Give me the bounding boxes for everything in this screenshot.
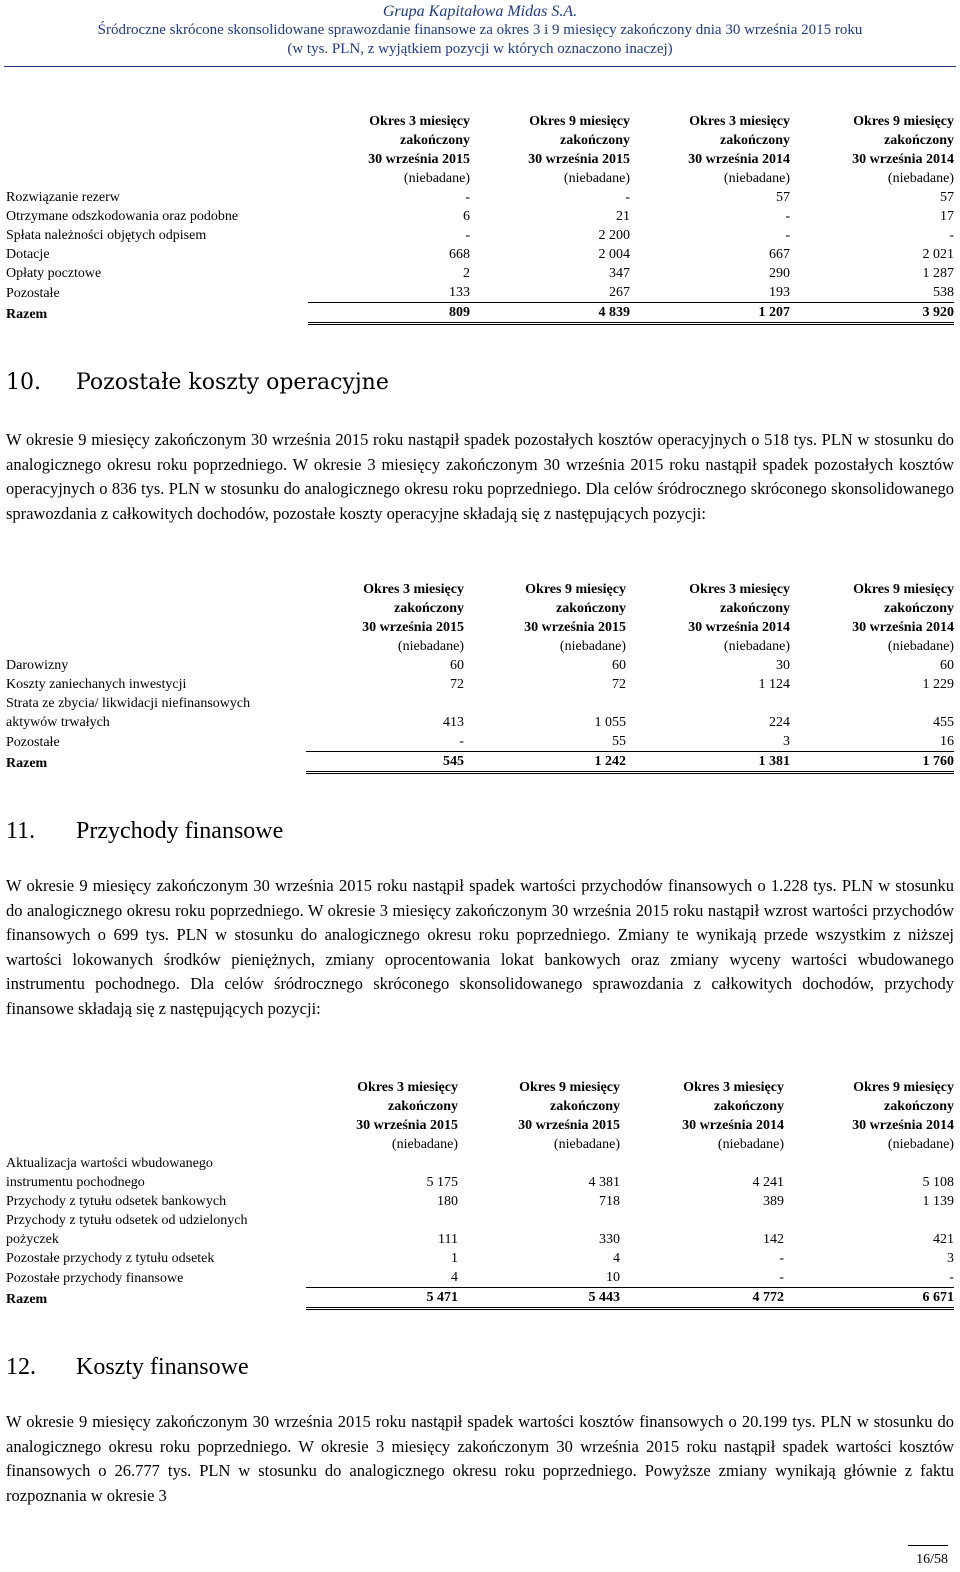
period-status: zakończony xyxy=(720,601,790,616)
audit-note: (niebadane) xyxy=(563,171,630,186)
report-title: Śródroczne skrócone skonsolidowane sprawozdanie finansowe za okres 3 i 9 miesięcy zakończony dnia 30 września 2015 roku xyxy=(97,22,863,38)
period-date: 30 września 2014 xyxy=(682,1118,784,1133)
cell-value: - xyxy=(785,228,790,243)
total-value: 6 671 xyxy=(784,1288,954,1309)
column-header xyxy=(306,1078,458,1154)
cell-value: 455 xyxy=(933,715,954,730)
period-date: 30 września 2015 xyxy=(362,620,464,635)
audit-note: (niebadane) xyxy=(397,639,464,654)
total-value: 5 471 xyxy=(306,1288,458,1309)
section-10-text: W okresie 9 miesięcy zakończonym 30 września 2015 roku nastąpił spadek pozostałych kosztów operacyjnych o 518 tys. PLN w stosunku do analogicznego okresu roku poprzedniego. W okresie 3 miesięcy zakończonym 30 września 2015 roku nastąpił spadek pozostałych kosztów operacyjnych o 836 tys. PLN w stosunku do analogicznego okresu roku poprzedniego. Dla celów śródrocznego skróconego skonsolidowanego sprawozdania z całkowitych dochodów, pozostałe koszty operacyjne składają się z następujących pozycji: xyxy=(6,430,954,523)
cell-value: 10 xyxy=(458,1268,620,1288)
section-12-heading xyxy=(6,1352,249,1382)
cell-value: 5 108 xyxy=(922,1175,954,1190)
cell-value: 267 xyxy=(470,283,630,303)
table-row xyxy=(6,713,954,732)
row-label: Pozostałe xyxy=(6,285,60,301)
period-label: Okres 9 miesięcy xyxy=(853,114,954,129)
column-header xyxy=(308,112,470,188)
period-label: Okres 3 miesięcy xyxy=(689,114,790,129)
section-number: 11. xyxy=(6,818,36,844)
other-costs-table xyxy=(6,580,954,774)
audit-note: (niebadane) xyxy=(717,1137,784,1152)
cell-value: - xyxy=(949,228,954,243)
period-date: 30 września 2014 xyxy=(852,1118,954,1133)
row-label: Spłata należności objętych odpisem xyxy=(6,228,207,243)
cell-value: - xyxy=(785,209,790,224)
cell-value: 5 175 xyxy=(426,1175,458,1190)
row-label-header xyxy=(6,580,306,656)
cell-value: - xyxy=(306,732,464,752)
period-date: 30 września 2014 xyxy=(688,620,790,635)
row-label: Rozwiązanie rezerw xyxy=(6,190,120,205)
table-row xyxy=(6,1173,954,1192)
cell-value: 330 xyxy=(599,1232,620,1247)
page-number: 16/58 xyxy=(916,1552,948,1567)
audit-note: (niebadane) xyxy=(553,1137,620,1152)
cell-value xyxy=(784,1154,954,1173)
cell-value xyxy=(306,694,464,713)
row-label: Otrzymane odszkodowania oraz podobne xyxy=(6,209,239,224)
table-row xyxy=(6,207,954,226)
row-label: Pozostałe przychody z tytułu odsetek xyxy=(6,1251,215,1266)
cell-value: 2 004 xyxy=(598,247,630,262)
section-number: 12. xyxy=(6,1354,36,1380)
cell-value: 21 xyxy=(616,209,630,224)
period-status: zakończony xyxy=(394,601,464,616)
cell-value: 4 xyxy=(306,1268,458,1288)
column-header xyxy=(306,580,464,656)
row-label: Pozostałe xyxy=(6,734,60,750)
cell-value: 1 287 xyxy=(922,266,954,281)
column-header xyxy=(784,1078,954,1154)
cell-value: 347 xyxy=(609,266,630,281)
table-row xyxy=(6,675,954,694)
section-title: Koszty finansowe xyxy=(76,1354,249,1380)
total-value: 5 443 xyxy=(458,1288,620,1309)
cell-value: 668 xyxy=(449,247,470,262)
section-10-heading xyxy=(6,368,389,398)
cell-value: 60 xyxy=(940,658,954,673)
audit-note: (niebadane) xyxy=(391,1137,458,1152)
cell-value xyxy=(626,694,790,713)
cell-value xyxy=(464,694,626,713)
cell-value xyxy=(306,1154,458,1173)
table-other-income xyxy=(6,112,954,325)
period-status: zakończony xyxy=(884,1099,954,1114)
table-row xyxy=(6,656,954,675)
page-header xyxy=(0,0,960,59)
cell-value: 2 xyxy=(463,266,470,281)
cell-value: 389 xyxy=(763,1194,784,1209)
period-label: Okres 3 miesięcy xyxy=(357,1080,458,1095)
section-title: Przychody finansowe xyxy=(76,818,284,844)
cell-value: 57 xyxy=(776,190,790,205)
row-label: Aktualizacja wartości wbudowanego xyxy=(6,1156,213,1171)
table-row xyxy=(6,1230,954,1249)
table-row xyxy=(6,245,954,264)
table-row xyxy=(6,1211,954,1230)
period-date: 30 września 2015 xyxy=(524,620,626,635)
cell-value: 2 021 xyxy=(922,247,954,262)
cell-value: 1 124 xyxy=(758,677,790,692)
financial-income-table xyxy=(6,1078,954,1310)
row-label-header xyxy=(6,1078,306,1154)
column-header xyxy=(458,1078,620,1154)
cell-value: 1 139 xyxy=(922,1194,954,1209)
row-label: Przychody z tytułu odsetek od udzielonych xyxy=(6,1213,248,1228)
total-label: Razem xyxy=(6,755,48,771)
cell-value: 413 xyxy=(443,715,464,730)
table-header-row xyxy=(6,1078,954,1154)
total-value: 1 381 xyxy=(626,752,790,773)
total-value: 1 242 xyxy=(464,752,626,773)
cell-value: 72 xyxy=(612,677,626,692)
period-date: 30 września 2015 xyxy=(528,152,630,167)
period-label: Okres 3 miesięcy xyxy=(689,582,790,597)
row-label: pożyczek xyxy=(6,1232,59,1247)
cell-value: 30 xyxy=(776,658,790,673)
cell-value: - xyxy=(465,228,470,243)
period-date: 30 września 2014 xyxy=(852,152,954,167)
period-label: Okres 3 miesięcy xyxy=(369,114,470,129)
table-financial-income xyxy=(6,1078,954,1310)
period-status: zakończony xyxy=(884,601,954,616)
cell-value: 60 xyxy=(612,658,626,673)
row-label: Dotacje xyxy=(6,247,50,262)
period-status: zakończony xyxy=(556,601,626,616)
column-header xyxy=(630,112,790,188)
period-status: zakończony xyxy=(714,1099,784,1114)
period-status: zakończony xyxy=(884,133,954,148)
cell-value: 193 xyxy=(630,283,790,303)
column-header xyxy=(620,1078,784,1154)
table-row xyxy=(6,283,954,303)
period-label: Okres 9 miesięcy xyxy=(853,582,954,597)
total-value: 809 xyxy=(308,303,470,324)
units-note: (w tys. PLN, z wyjątkiem pozycji w których oznaczono inaczej) xyxy=(287,41,673,57)
period-label: Okres 9 miesięcy xyxy=(853,1080,954,1095)
total-value: 3 920 xyxy=(790,303,954,324)
column-header xyxy=(790,112,954,188)
cell-value: 72 xyxy=(450,677,464,692)
cell-value xyxy=(458,1211,620,1230)
table-row xyxy=(6,188,954,207)
cell-value: 4 381 xyxy=(588,1175,620,1190)
cell-value: 1 229 xyxy=(922,677,954,692)
period-date: 30 września 2015 xyxy=(356,1118,458,1133)
period-status: zakończony xyxy=(550,1099,620,1114)
cell-value: 538 xyxy=(790,283,954,303)
row-label: instrumentu pochodnego xyxy=(6,1175,145,1190)
column-header xyxy=(470,112,630,188)
section-12-text: W okresie 9 miesięcy zakończonym 30 września 2015 roku nastąpił spadek wartości kosztów finansowych o 20.199 tys. PLN w stosunku do analogicznego okresu roku poprzedniego. W okresie 3 miesięcy zakończonym 30 września 2015 roku nastąpił spadek wartości kosztów finansowych o 26.777 tys. PLN w stosunku do analogicznego okresu roku poprzedniego. Powyższe zmiany wynikają głównie z faktu rozpoznania w okresie 3 xyxy=(6,1412,954,1505)
audit-note: (niebadane) xyxy=(403,171,470,186)
cell-value: - xyxy=(620,1268,784,1288)
cell-value: 60 xyxy=(450,658,464,673)
cell-value: 6 xyxy=(463,209,470,224)
cell-value: - xyxy=(784,1268,954,1288)
table-other-costs xyxy=(6,580,954,774)
table-row xyxy=(6,694,954,713)
cell-value xyxy=(790,694,954,713)
table-row xyxy=(6,732,954,752)
period-status: zakończony xyxy=(720,133,790,148)
other-income-table xyxy=(6,112,954,325)
total-value: 1 207 xyxy=(630,303,790,324)
row-label: Strata ze zbycia/ likwidacji niefinansowych xyxy=(6,696,251,711)
period-status: zakończony xyxy=(560,133,630,148)
cell-value: 1 055 xyxy=(594,715,626,730)
header-rule xyxy=(4,66,956,67)
cell-value: 3 xyxy=(626,732,790,752)
cell-value: 4 xyxy=(613,1251,620,1266)
total-value: 4 772 xyxy=(620,1288,784,1309)
cell-value: - xyxy=(465,190,470,205)
table-header-row xyxy=(6,112,954,188)
cell-value xyxy=(784,1211,954,1230)
total-row xyxy=(6,752,954,773)
page-number-rule xyxy=(908,1545,948,1546)
audit-note: (niebadane) xyxy=(887,1137,954,1152)
cell-value: 17 xyxy=(940,209,954,224)
cell-value xyxy=(458,1154,620,1173)
cell-value: 718 xyxy=(599,1194,620,1209)
table-row xyxy=(6,1192,954,1211)
cell-value: 16 xyxy=(790,732,954,752)
total-row xyxy=(6,1288,954,1309)
period-status: zakończony xyxy=(388,1099,458,1114)
table-row xyxy=(6,1154,954,1173)
total-row xyxy=(6,303,954,324)
cell-value: 57 xyxy=(940,190,954,205)
row-label: Darowizny xyxy=(6,658,69,673)
audit-note: (niebadane) xyxy=(723,639,790,654)
cell-value: 133 xyxy=(308,283,470,303)
period-date: 30 września 2014 xyxy=(852,620,954,635)
audit-note: (niebadane) xyxy=(723,171,790,186)
cell-value: 3 xyxy=(947,1251,954,1266)
section-number: 10. xyxy=(6,370,41,395)
row-label: Koszty zaniechanych inwestycji xyxy=(6,677,187,692)
cell-value: 142 xyxy=(763,1232,784,1247)
row-label: Przychody z tytułu odsetek bankowych xyxy=(6,1194,227,1209)
cell-value: 180 xyxy=(437,1194,458,1209)
cell-value: 111 xyxy=(438,1232,458,1247)
cell-value: 224 xyxy=(769,715,790,730)
total-value: 1 760 xyxy=(790,752,954,773)
table-header-row xyxy=(6,580,954,656)
period-status: zakończony xyxy=(400,133,470,148)
table-row xyxy=(6,1268,954,1288)
column-header xyxy=(790,580,954,656)
cell-value: 2 200 xyxy=(598,228,630,243)
cell-value xyxy=(306,1211,458,1230)
period-date: 30 września 2014 xyxy=(688,152,790,167)
period-date: 30 września 2015 xyxy=(518,1118,620,1133)
period-label: Okres 9 miesięcy xyxy=(525,582,626,597)
period-date: 30 września 2015 xyxy=(368,152,470,167)
total-value: 545 xyxy=(306,752,464,773)
cell-value: 667 xyxy=(769,247,790,262)
table-row xyxy=(6,264,954,283)
period-label: Okres 9 miesięcy xyxy=(529,114,630,129)
row-label: Pozostałe przychody finansowe xyxy=(6,1270,184,1286)
total-value: 4 839 xyxy=(470,303,630,324)
cell-value: 421 xyxy=(933,1232,954,1247)
section-11-text: W okresie 9 miesięcy zakończonym 30 września 2015 roku nastąpił spadek wartości przychodów finansowych o 1.228 tys. PLN w stosunku do analogicznego okresu roku poprzedniego. W okresie 3 miesięcy zakończonym 30 września 2015 roku nastąpił wzrost wartości przychodów finansowych o 699 tys. PLN w stosunku do analogicznego okresu roku poprzedniego. Zmiany te wynikają przede wszystkim z niższej wartości lokowanych środków pieniężnych, zmiany oprocentowania lokat bankowych oraz zmiany wyceny wartości wbudowanego instrumentu pochodnego. Dla celów śródrocznego skróconego skonsolidowanego sprawozdania z całkowitych dochodów, przychody finansowe składają się z następujących pozycji: xyxy=(6,876,954,1018)
audit-note: (niebadane) xyxy=(559,639,626,654)
table-row xyxy=(6,1249,954,1268)
cell-value: 1 xyxy=(451,1251,458,1266)
cell-value: 290 xyxy=(769,266,790,281)
row-label: Opłaty pocztowe xyxy=(6,266,102,281)
cell-value: - xyxy=(625,190,630,205)
row-label: aktywów trwałych xyxy=(6,715,110,730)
cell-value xyxy=(620,1154,784,1173)
total-label: Razem xyxy=(6,1291,48,1307)
column-header xyxy=(626,580,790,656)
section-title: Pozostałe koszty operacyjne xyxy=(76,370,389,395)
table-row xyxy=(6,226,954,245)
company-name: Grupa Kapitałowa Midas S.A. xyxy=(382,3,578,20)
cell-value: 4 241 xyxy=(752,1175,784,1190)
column-header xyxy=(464,580,626,656)
audit-note: (niebadane) xyxy=(887,639,954,654)
section-11-heading xyxy=(6,816,283,846)
audit-note: (niebadane) xyxy=(887,171,954,186)
period-label: Okres 3 miesięcy xyxy=(683,1080,784,1095)
total-label: Razem xyxy=(6,306,48,322)
period-label: Okres 9 miesięcy xyxy=(519,1080,620,1095)
cell-value: - xyxy=(779,1251,784,1266)
row-label-header xyxy=(6,112,308,188)
period-label: Okres 3 miesięcy xyxy=(363,582,464,597)
cell-value xyxy=(620,1211,784,1230)
cell-value: 55 xyxy=(464,732,626,752)
